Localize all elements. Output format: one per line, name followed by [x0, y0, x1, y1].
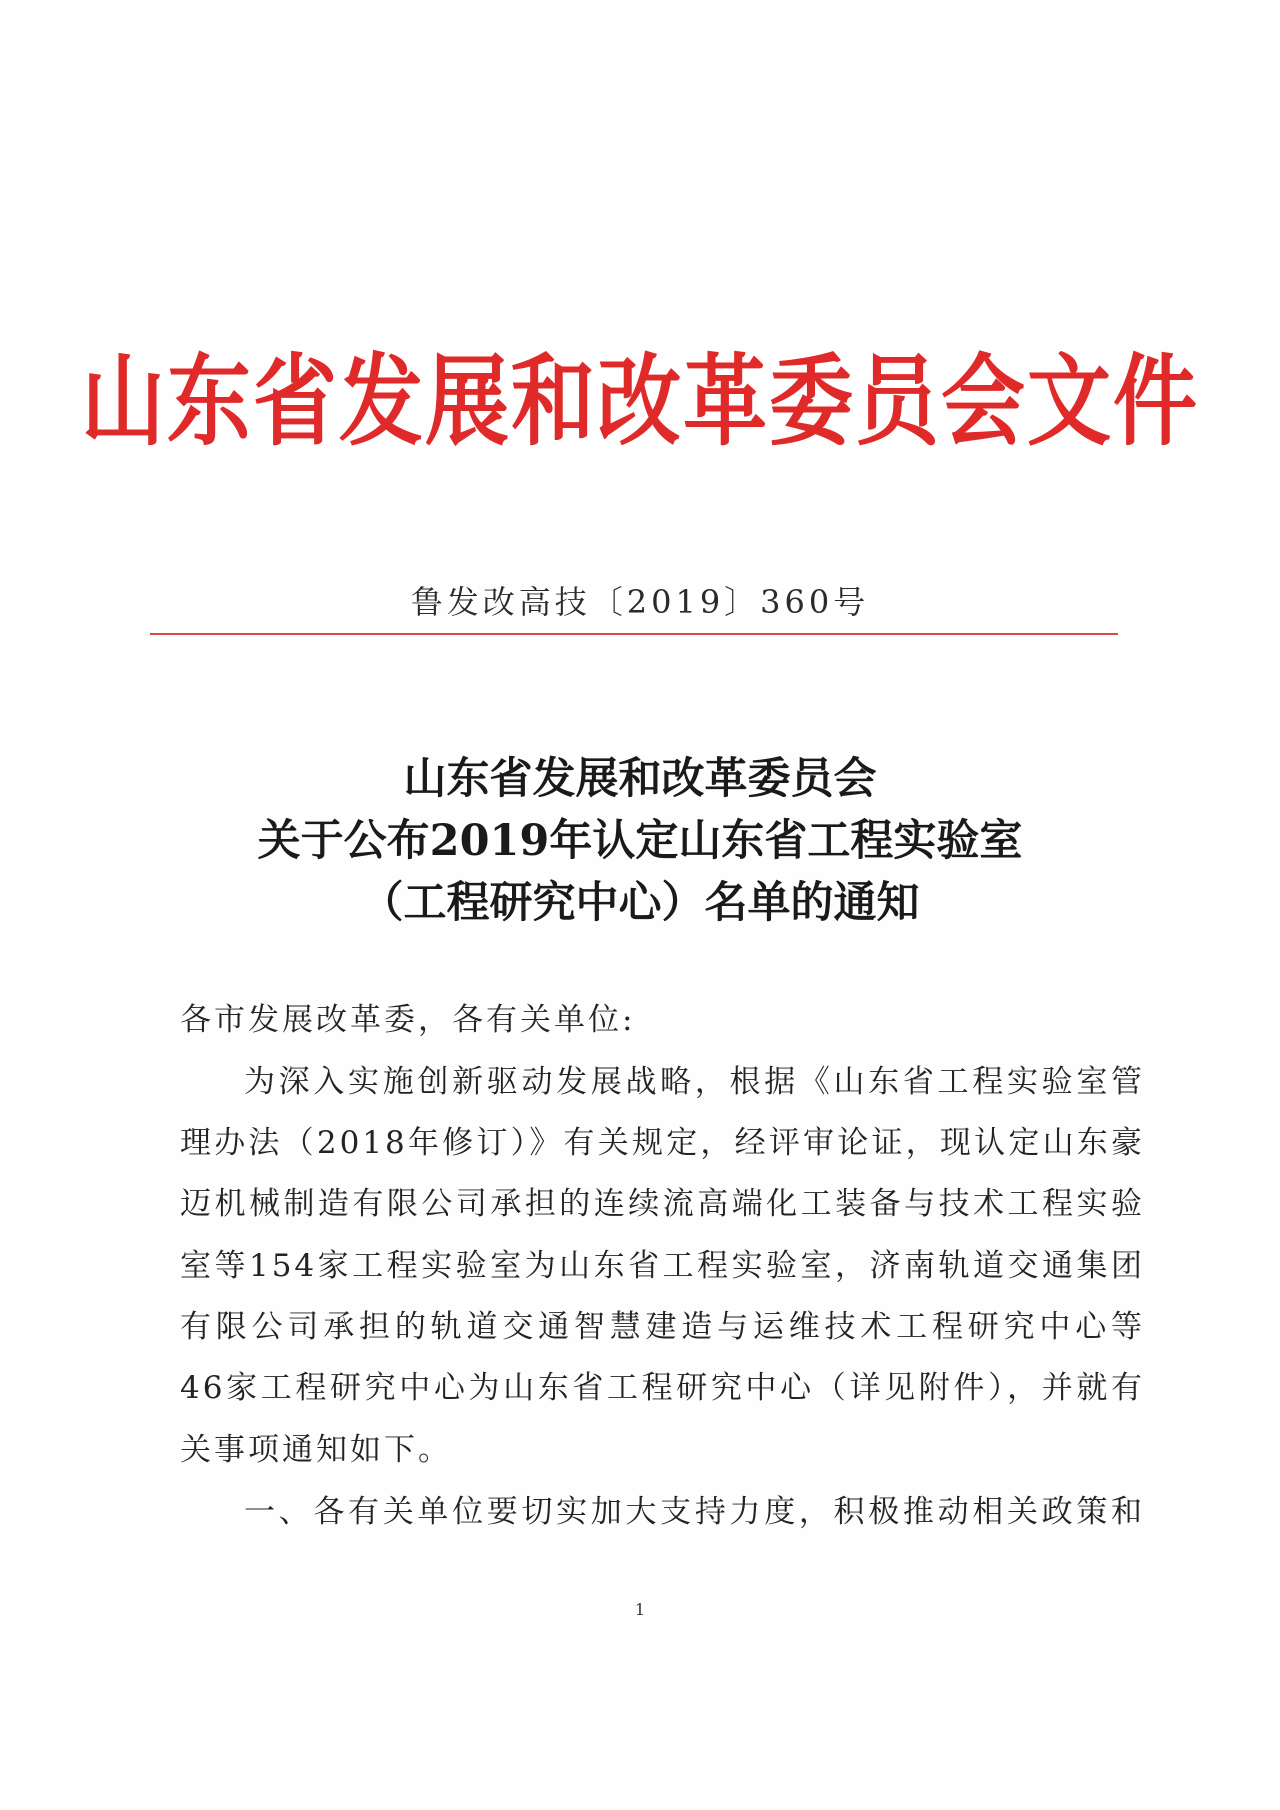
- masthead-title: 山东省发展和改革委员会文件: [81, 341, 1200, 459]
- red-divider-line: [150, 633, 1118, 635]
- title-line-3: （工程研究中心）名单的通知: [360, 878, 920, 928]
- body-line-2: 理办法（2018年修订）》有关规定，经评审论证，现认定山东豪: [180, 1125, 1145, 1161]
- body-line-8: 一、各有关单位要切实加大支持力度，积极推动相关政策和: [244, 1494, 1145, 1530]
- notice-title: [150, 748, 1130, 934]
- body-line-1: 为深入实施创新驱动发展战略，根据《山东省工程实验室管: [244, 1064, 1145, 1100]
- body-line-5: 有限公司承担的轨道交通智慧建造与运维技术工程研究中心等: [180, 1309, 1145, 1345]
- title-line-2: 关于公布2019年认定山东省工程实验室: [257, 816, 1023, 866]
- title-line-1: 山东省发展和改革委员会: [403, 754, 877, 804]
- body-line-7: 关事项通知如下。: [180, 1432, 452, 1468]
- document-number: 鲁发改高技〔2019〕360号: [410, 583, 870, 621]
- salutation: 各市发展改革委，各有关单位:: [180, 1002, 636, 1038]
- body-line-4: 室等154家工程实验室为山东省工程实验室，济南轨道交通集团: [180, 1248, 1145, 1284]
- body-line-3: 迈机械制造有限公司承担的连续流高端化工装备与技术工程实验: [180, 1186, 1145, 1222]
- body-line-6: 46家工程研究中心为山东省工程研究中心（详见附件），并就有: [180, 1370, 1145, 1406]
- page-number: 1: [634, 1600, 646, 1619]
